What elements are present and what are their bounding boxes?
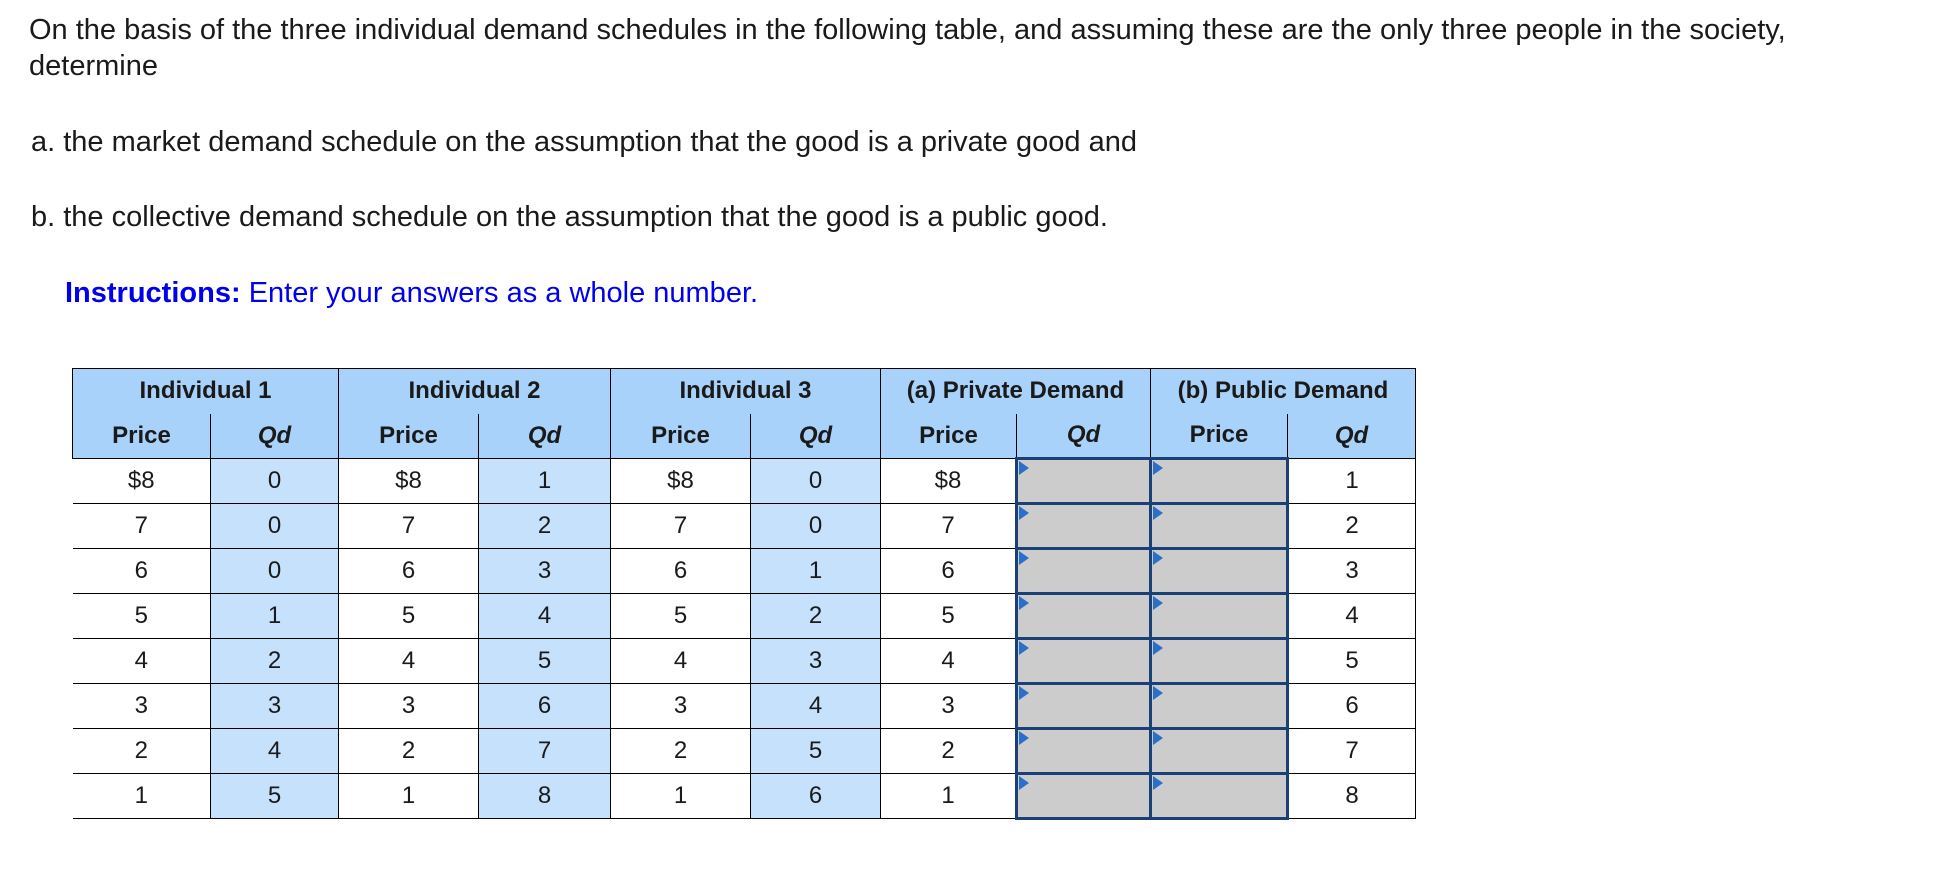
private-qd-answer-cell[interactable] <box>1017 594 1151 639</box>
qd-cell: 1 <box>1288 459 1416 504</box>
public-price-answer-cell[interactable] <box>1151 504 1288 549</box>
qd-cell: 0 <box>211 549 339 594</box>
price-cell: 5 <box>611 594 751 639</box>
instructions <box>65 275 758 311</box>
table-row <box>73 774 1416 819</box>
price-cell: $8 <box>73 459 211 504</box>
price-cell: 3 <box>73 684 211 729</box>
answer-marker-icon <box>1153 551 1163 565</box>
public-price-input[interactable] <box>1152 684 1290 728</box>
price-cell: 5 <box>73 594 211 639</box>
qd-cell: 6 <box>479 684 611 729</box>
qd-cell: 6 <box>751 774 881 819</box>
price-cell: $8 <box>881 459 1017 504</box>
qd-cell: 1 <box>479 459 611 504</box>
table-row <box>73 639 1416 684</box>
qd-cell: 8 <box>479 774 611 819</box>
price-cell: $8 <box>611 459 751 504</box>
price-cell: 1 <box>881 774 1017 819</box>
col-header-qd: Qd <box>211 414 339 459</box>
price-cell: 1 <box>339 774 479 819</box>
price-cell: 7 <box>881 504 1017 549</box>
price-cell: 2 <box>611 729 751 774</box>
private-qd-input[interactable] <box>1018 729 1153 773</box>
answer-marker-icon <box>1019 551 1029 565</box>
price-cell: 2 <box>881 729 1017 774</box>
price-cell: 5 <box>881 594 1017 639</box>
answer-marker-icon <box>1153 686 1163 700</box>
col-header-price: Price <box>339 414 479 459</box>
public-price-answer-cell[interactable] <box>1151 594 1288 639</box>
public-price-input[interactable] <box>1152 729 1290 773</box>
col-header-price: Price <box>881 414 1017 459</box>
qd-cell: 5 <box>479 639 611 684</box>
price-cell: 7 <box>73 504 211 549</box>
qd-cell: 2 <box>211 639 339 684</box>
group-header: Individual 1 <box>73 369 339 414</box>
public-price-answer-cell[interactable] <box>1151 549 1288 594</box>
price-cell: 6 <box>611 549 751 594</box>
qd-cell: 3 <box>751 639 881 684</box>
private-qd-answer-cell[interactable] <box>1017 684 1151 729</box>
public-price-input[interactable] <box>1152 504 1290 548</box>
answer-marker-icon <box>1153 461 1163 475</box>
instructions-text: Enter your answers as a whole number. <box>248 277 759 309</box>
price-cell: 7 <box>611 504 751 549</box>
price-cell: 4 <box>611 639 751 684</box>
price-cell: 6 <box>881 549 1017 594</box>
qd-cell: 0 <box>751 504 881 549</box>
table-row <box>73 594 1416 639</box>
private-qd-answer-cell[interactable] <box>1017 729 1151 774</box>
qd-cell: 2 <box>1288 504 1416 549</box>
qd-cell: 0 <box>751 459 881 504</box>
price-cell: 2 <box>339 729 479 774</box>
qd-cell: 7 <box>479 729 611 774</box>
sub-header-row <box>73 414 1416 459</box>
table-row <box>73 684 1416 729</box>
group-header: (a) Private Demand <box>881 369 1151 414</box>
part-b-text: b. the collective demand schedule on the assumption that the good is a public good. <box>31 201 1108 233</box>
public-price-input[interactable] <box>1152 774 1290 818</box>
price-cell: 1 <box>611 774 751 819</box>
public-price-answer-cell[interactable] <box>1151 729 1288 774</box>
qd-cell: 3 <box>479 549 611 594</box>
private-qd-input[interactable] <box>1018 639 1153 683</box>
public-price-input[interactable] <box>1152 594 1290 638</box>
qd-cell: 4 <box>1288 594 1416 639</box>
qd-cell: 5 <box>751 729 881 774</box>
qd-cell: 4 <box>751 684 881 729</box>
qd-cell: 8 <box>1288 774 1416 819</box>
private-qd-answer-cell[interactable] <box>1017 774 1151 819</box>
public-price-answer-cell[interactable] <box>1151 639 1288 684</box>
price-cell: 5 <box>339 594 479 639</box>
private-qd-input[interactable] <box>1018 504 1153 548</box>
table-row <box>73 729 1416 774</box>
price-cell: 3 <box>881 684 1017 729</box>
group-header: (b) Public Demand <box>1151 369 1416 414</box>
part-a-text: a. the market demand schedule on the assumption that the good is a private good and <box>31 126 1137 158</box>
qd-cell: 2 <box>479 504 611 549</box>
qd-cell: 3 <box>1288 549 1416 594</box>
private-qd-answer-cell[interactable] <box>1017 639 1151 684</box>
price-cell: 7 <box>339 504 479 549</box>
question-intro: On the basis of the three individual demand schedules in the following table, and assuming these are the only three people in the society, determine <box>29 14 1786 82</box>
private-qd-input[interactable] <box>1018 774 1153 818</box>
answer-marker-icon <box>1153 506 1163 520</box>
qd-cell: 0 <box>211 504 339 549</box>
qd-cell: 7 <box>1288 729 1416 774</box>
answer-marker-icon <box>1153 776 1163 790</box>
price-cell: 1 <box>73 774 211 819</box>
demand-schedule-table <box>72 368 1416 820</box>
qd-cell: 0 <box>211 459 339 504</box>
answer-marker-icon <box>1019 641 1029 655</box>
private-qd-input[interactable] <box>1018 684 1153 728</box>
answer-marker-icon <box>1019 596 1029 610</box>
answer-marker-icon <box>1153 596 1163 610</box>
public-price-input[interactable] <box>1152 639 1290 683</box>
col-header-price: Price <box>611 414 751 459</box>
public-price-answer-cell[interactable] <box>1151 459 1288 504</box>
qd-cell: 1 <box>211 594 339 639</box>
private-qd-answer-cell[interactable] <box>1017 459 1151 504</box>
private-qd-answer-cell[interactable] <box>1017 504 1151 549</box>
public-price-input[interactable] <box>1152 549 1290 593</box>
col-header-price: Price <box>73 414 211 459</box>
public-price-answer-cell[interactable] <box>1151 684 1288 729</box>
col-header-price: Price <box>1151 414 1288 459</box>
public-price-input[interactable] <box>1152 459 1290 503</box>
answer-marker-icon <box>1019 776 1029 790</box>
price-cell: 4 <box>881 639 1017 684</box>
qd-cell: 1 <box>751 549 881 594</box>
answer-marker-icon <box>1019 686 1029 700</box>
qd-cell: 3 <box>211 684 339 729</box>
price-cell: 4 <box>73 639 211 684</box>
price-cell: 6 <box>339 549 479 594</box>
qd-cell: 4 <box>479 594 611 639</box>
col-header-qd: Qd <box>1288 414 1416 459</box>
qd-cell: 2 <box>751 594 881 639</box>
price-cell: 3 <box>611 684 751 729</box>
private-qd-input[interactable] <box>1018 549 1153 593</box>
group-header: Individual 3 <box>611 369 881 414</box>
private-qd-input[interactable] <box>1018 594 1153 638</box>
price-cell: 6 <box>73 549 211 594</box>
qd-cell: 5 <box>211 774 339 819</box>
group-header-row <box>73 369 1416 414</box>
price-cell: 4 <box>339 639 479 684</box>
instructions-label: Instructions: <box>65 277 241 309</box>
group-header: Individual 2 <box>339 369 611 414</box>
qd-cell: 4 <box>211 729 339 774</box>
col-header-qd: Qd <box>751 414 881 459</box>
answer-marker-icon <box>1153 731 1163 745</box>
price-cell: 3 <box>339 684 479 729</box>
answer-marker-icon <box>1019 506 1029 520</box>
price-cell: $8 <box>339 459 479 504</box>
private-qd-input[interactable] <box>1018 459 1153 503</box>
table-row <box>73 459 1416 504</box>
table-row <box>73 549 1416 594</box>
qd-cell: 6 <box>1288 684 1416 729</box>
answer-marker-icon <box>1153 641 1163 655</box>
price-cell: 2 <box>73 729 211 774</box>
qd-cell: 5 <box>1288 639 1416 684</box>
col-header-qd: Qd <box>479 414 611 459</box>
answer-marker-icon <box>1019 731 1029 745</box>
col-header-qd: Qd <box>1017 414 1151 459</box>
private-qd-answer-cell[interactable] <box>1017 549 1151 594</box>
answer-marker-icon <box>1019 461 1029 475</box>
table-row <box>73 504 1416 549</box>
public-price-answer-cell[interactable] <box>1151 774 1288 819</box>
